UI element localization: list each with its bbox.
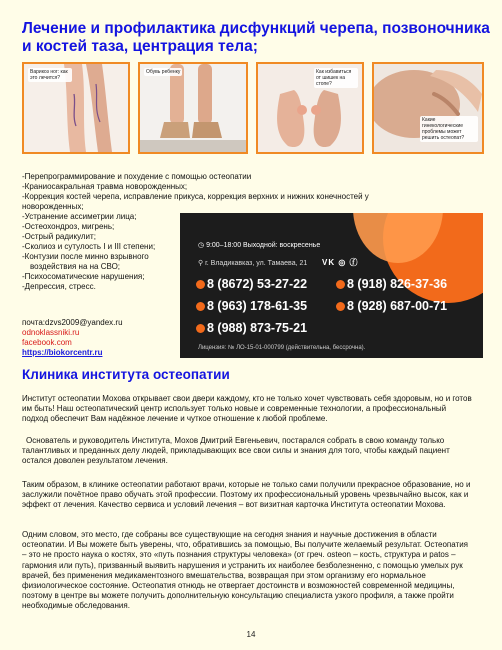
photo-kids-shoes [138,62,248,154]
photo-gynecology [372,62,484,154]
social-icons[interactable]: VK ◎ ⓕ [322,258,359,267]
phone-icon [196,302,205,311]
phone-number[interactable]: 8 (988) 873-75-21 [196,321,307,335]
kids-legs-illustration [140,64,246,152]
paragraph: Одним словом, это место, где собраны все существующие на сегодня знания и научные достижения в области остеопатии. И Вы можете быть уверены, что, обратившись за помощью, Вы получите желаемый результат. Остеопатия – это не просто наука о костях, это «путь познания структуры человека» (от греч. osteon – кость, структура и patos – гармония или путь), призванный выявить нарушения и устранить их наиболее безболезненно, с помощью умелых рук врачей, без применения медикаментозного вмешательства, возвращая при этом организму его нормальное физиологическое состояние. Остеопатия отнюдь не отвергает достоинств и возможностей современной медицины, поэтому в центре вы можете получить дополнительную консультацию специалиста узкого профиля, а также пройти необходимые обследования. [22,530,468,611]
phone-number[interactable]: 8 (963) 178-61-35 [196,299,307,313]
contacts-block [22,318,172,358]
phone-number[interactable]: 8 (8672) 53-27-22 [196,277,307,291]
paragraph: Основатель и руководитель Института, Мохов Дмитрий Евгеньевич, постарался собрать в свою команду только талантливых и преданных делу людей, прикладывающих все свои силы и знания для того, чтобы каждый пациент остался доволен результатом лечения. [22,436,450,466]
location-icon: ⚲ [198,260,204,267]
photo-varicose [22,62,130,154]
photo-label: Варикоз ног: как это лечится? [28,68,72,82]
list-item: -Коррекция костей черепа, исправление прикуса, коррекция верхних и нижних конечностей у [22,192,369,201]
email-link[interactable]: почта:dzvs2009@yandex.ru [22,318,123,327]
list-item: воздействия на на СВО; [30,262,121,271]
list-item: -Психосоматические нарушения; [22,272,145,281]
facebook-link[interactable]: facebook.com [22,338,72,347]
list-item: -Перепрограммирование и похудение с помощью остеопатии [22,172,252,181]
phone-icon [196,324,205,333]
contact-banner [180,213,483,358]
photo-strip [22,62,484,154]
list-item: -Краниосакральная травма новорожденных; [22,182,188,191]
list-item: -Острый радикулит; [22,232,96,241]
photo-bunions [256,62,364,154]
paragraph: Институт остеопатии Мохова открывает свои двери каждому, кто не только хочет чувствовать себя здоровым, но и готов им быть! Наш остеопатический центр использует только новые и современные технологии, а профессиональный подход обеспечит Вам надёжное лечение и чуткое отношение к любой проблеме. [22,394,472,424]
phone-icon [196,280,205,289]
list-item: -Устранение ассиметрии лица; [22,212,137,221]
list-item: -Контузии после минно взрывного [22,252,149,261]
phone-icon [336,280,345,289]
phone-number[interactable]: 8 (928) 687-00-71 [336,299,447,313]
list-item: -Остеохондроз, мигрень; [22,222,115,231]
list-item: новорожденных; [22,202,84,211]
address: ⚲ г. Владикавказ, ул. Тамаева, 21 [198,260,308,267]
phone-number[interactable]: 8 (918) 826-37-36 [336,277,447,291]
odnoklassniki-link[interactable]: odnoklassniki.ru [22,328,80,337]
page-number: 14 [246,630,256,639]
working-hours: ◷ 9:00–18:00 Выходной: воскресенье [198,242,321,249]
photo-label: Какие гинекологические проблемы может решить остеопат? [420,116,478,142]
clock-icon: ◷ [198,242,205,249]
list-item: -Депрессия, стресс. [22,282,96,291]
paragraph: Таким образом, в клинике остеопатии работают врачи, которые не только сами получили прекрасное образование, но и заслужили почётное право обучать этой профессии. Поэтому их профессиональный уровень чрезвычайно высок, как и эффект от лечения. Качество сервиса и условий лечения – вот визитная карточка Института остеопатии Мохова. [22,480,471,510]
photo-label: Как избавиться от шишек на стопе? [314,68,358,88]
page-title: Лечение и профилактика дисфункций черепа, позвоночника и костей таза, центрация тела; [22,20,490,55]
section-title: Клиника института остеопатии [22,367,230,382]
photo-label: Обувь ребенку [146,69,181,75]
phone-icon [336,302,345,311]
license-text: Лицензия: № ЛО-15-01-000799 (действительна, бессрочна). [198,345,366,351]
website-link[interactable]: https://biokorcentr.ru [22,348,103,357]
list-item: -Сколиоз и сутулость I и III степени; [22,242,156,251]
